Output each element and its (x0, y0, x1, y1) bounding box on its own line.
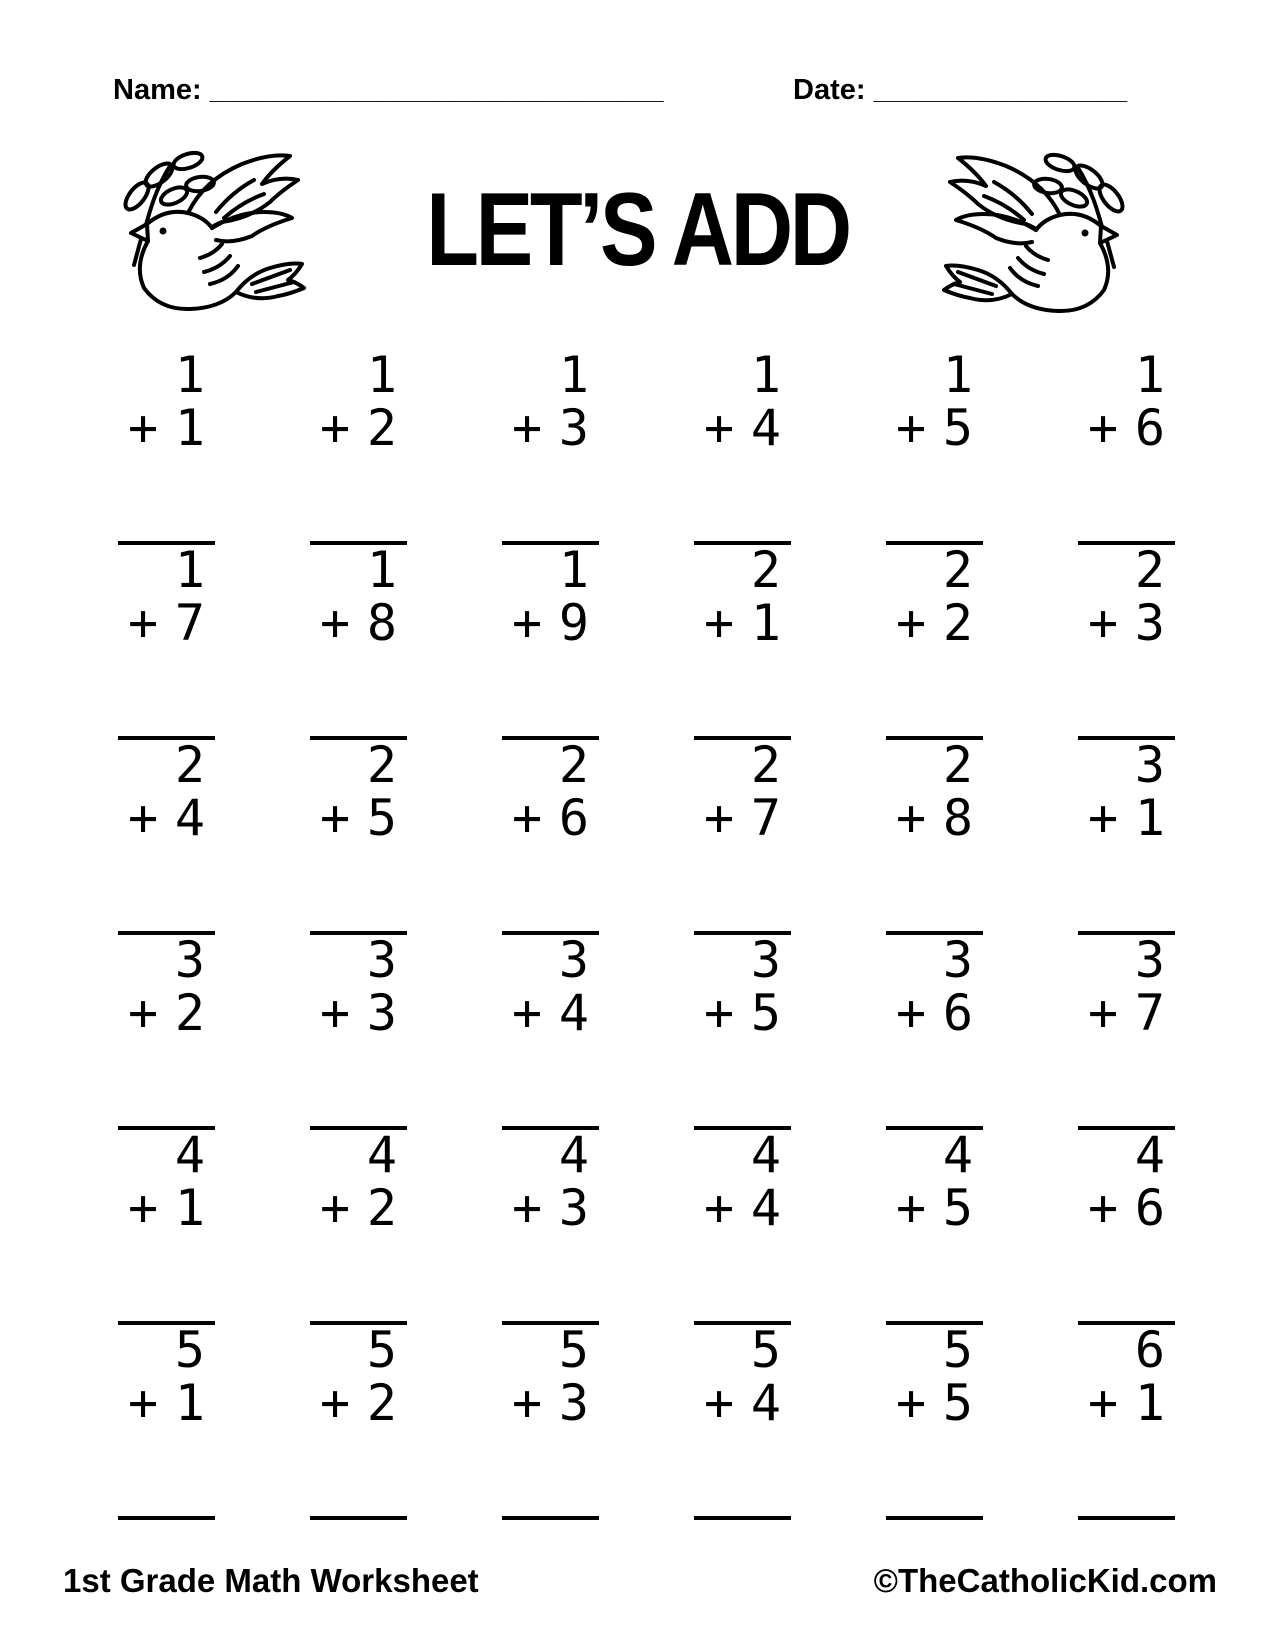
addend-top: 2 (942, 736, 973, 794)
addend-top: 2 (750, 736, 781, 794)
plus-icon: + (512, 1374, 543, 1432)
addition-problem (1078, 1321, 1175, 1520)
addend-bottom: 2 (366, 1179, 397, 1237)
addend-top: 1 (174, 541, 205, 599)
addend-bottom: 3 (1134, 594, 1165, 652)
addition-problem (694, 1126, 791, 1325)
addition-problem (694, 346, 791, 545)
addend-top: 4 (558, 1126, 589, 1184)
addend-top: 2 (1134, 541, 1165, 599)
plus-icon: + (128, 1374, 159, 1432)
plus-icon: + (704, 1374, 735, 1432)
addend-bottom: 6 (1134, 399, 1165, 457)
date-field (793, 74, 1127, 107)
addition-problem (118, 541, 215, 740)
addition-problem (310, 346, 407, 545)
plus-icon: + (128, 984, 159, 1042)
footer-worksheet-label: 1st Grade Math Worksheet (63, 1562, 479, 1599)
addend-top: 5 (942, 1321, 973, 1379)
addition-problem (886, 541, 983, 740)
addition-problem (886, 931, 983, 1130)
addition-problem (694, 541, 791, 740)
plus-icon: + (128, 399, 159, 457)
addend-bottom: 5 (942, 399, 973, 457)
addend-top: 5 (174, 1321, 205, 1379)
addend-bottom: 1 (174, 1374, 205, 1432)
addend-bottom: 3 (558, 1374, 589, 1432)
addition-problem (118, 1321, 215, 1520)
addend-bottom: 4 (750, 399, 781, 457)
addend-top: 3 (558, 931, 589, 989)
addend-bottom: 1 (174, 399, 205, 457)
footer-copyright: ©TheCatholicKid.com (873, 1562, 1217, 1599)
addition-problem (886, 736, 983, 935)
plus-icon: + (896, 1179, 927, 1237)
addend-bottom: 7 (1134, 984, 1165, 1042)
addend-top: 3 (174, 931, 205, 989)
plus-icon: + (896, 789, 927, 847)
plus-icon: + (704, 399, 735, 457)
addend-top: 1 (558, 346, 589, 404)
addend-top: 5 (558, 1321, 589, 1379)
addition-problem (502, 1126, 599, 1325)
addition-problem (886, 1126, 983, 1325)
addend-bottom: 5 (942, 1179, 973, 1237)
addend-bottom: 1 (174, 1179, 205, 1237)
addend-bottom: 4 (750, 1374, 781, 1432)
plus-icon: + (896, 984, 927, 1042)
addend-top: 2 (174, 736, 205, 794)
addition-problem (502, 931, 599, 1130)
plus-icon: + (1088, 1179, 1119, 1237)
plus-icon: + (320, 594, 351, 652)
addend-bottom: 2 (366, 1374, 397, 1432)
addend-top: 2 (366, 736, 397, 794)
plus-icon: + (128, 789, 159, 847)
addition-problem (502, 541, 599, 740)
addend-bottom: 4 (174, 789, 205, 847)
name-label: Name: (113, 74, 202, 106)
plus-icon: + (320, 399, 351, 457)
addend-bottom: 2 (942, 594, 973, 652)
addend-bottom: 5 (366, 789, 397, 847)
addend-top: 1 (750, 346, 781, 404)
plus-icon: + (512, 399, 543, 457)
page-title: LET’S ADD (426, 172, 849, 288)
problems-grid (118, 346, 1270, 1520)
addend-bottom: 6 (558, 789, 589, 847)
addend-top: 1 (366, 346, 397, 404)
plus-icon: + (512, 984, 543, 1042)
addend-top: 4 (1134, 1126, 1165, 1184)
addend-bottom: 3 (558, 399, 589, 457)
addend-top: 1 (558, 541, 589, 599)
addition-problem (694, 1321, 791, 1520)
addend-top: 6 (1134, 1321, 1165, 1379)
plus-icon: + (704, 1179, 735, 1237)
plus-icon: + (704, 594, 735, 652)
footer (63, 1562, 1217, 1600)
addend-bottom: 3 (558, 1179, 589, 1237)
addend-top: 2 (558, 736, 589, 794)
addend-top: 3 (366, 931, 397, 989)
plus-icon: + (1088, 1374, 1119, 1432)
name-blank-line: __________________________________ (209, 78, 664, 105)
addend-top: 4 (750, 1126, 781, 1184)
addend-top: 3 (1134, 736, 1165, 794)
addition-problem (118, 736, 215, 935)
addend-bottom: 5 (942, 1374, 973, 1432)
addend-top: 5 (750, 1321, 781, 1379)
addition-problem (310, 541, 407, 740)
addend-bottom: 4 (750, 1179, 781, 1237)
addend-top: 4 (942, 1126, 973, 1184)
plus-icon: + (320, 1179, 351, 1237)
addend-top: 1 (366, 541, 397, 599)
addend-top: 5 (366, 1321, 397, 1379)
addition-problem (1078, 346, 1175, 545)
addend-bottom: 2 (366, 399, 397, 457)
plus-icon: + (896, 1374, 927, 1432)
addition-problem (1078, 541, 1175, 740)
plus-icon: + (1088, 594, 1119, 652)
addend-top: 1 (174, 346, 205, 404)
addition-problem (118, 1126, 215, 1325)
plus-icon: + (1088, 984, 1119, 1042)
addend-top: 3 (750, 931, 781, 989)
plus-icon: + (128, 594, 159, 652)
addition-problem (694, 931, 791, 1130)
addend-top: 2 (750, 541, 781, 599)
addend-top: 3 (942, 931, 973, 989)
plus-icon: + (320, 1374, 351, 1432)
addend-bottom: 7 (174, 594, 205, 652)
plus-icon: + (128, 1179, 159, 1237)
addend-bottom: 9 (558, 594, 589, 652)
addend-bottom: 6 (942, 984, 973, 1042)
addend-top: 1 (942, 346, 973, 404)
plus-icon: + (704, 789, 735, 847)
addend-top: 3 (1134, 931, 1165, 989)
addition-problem (1078, 1126, 1175, 1325)
addend-top: 4 (366, 1126, 397, 1184)
addend-bottom: 2 (174, 984, 205, 1042)
plus-icon: + (1088, 789, 1119, 847)
addend-bottom: 3 (366, 984, 397, 1042)
addend-bottom: 7 (750, 789, 781, 847)
plus-icon: + (896, 399, 927, 457)
name-field (113, 74, 663, 107)
addition-problem (694, 736, 791, 935)
date-label: Date: (793, 74, 866, 106)
addend-bottom: 1 (1134, 789, 1165, 847)
addend-bottom: 5 (750, 984, 781, 1042)
plus-icon: + (320, 984, 351, 1042)
plus-icon: + (704, 984, 735, 1042)
addition-problem (1078, 931, 1175, 1130)
addition-problem (310, 1321, 407, 1520)
addition-problem (310, 1126, 407, 1325)
addition-problem (502, 1321, 599, 1520)
addition-problem (310, 736, 407, 935)
addition-problem (886, 1321, 983, 1520)
plus-icon: + (896, 594, 927, 652)
addend-top: 1 (1134, 346, 1165, 404)
addition-problem (502, 346, 599, 545)
addition-problem (118, 931, 215, 1130)
plus-icon: + (512, 1179, 543, 1237)
addition-problem (310, 931, 407, 1130)
date-blank-line: ___________________ (873, 78, 1128, 105)
addend-bottom: 6 (1134, 1179, 1165, 1237)
plus-icon: + (320, 789, 351, 847)
plus-icon: + (512, 789, 543, 847)
plus-icon: + (1088, 399, 1119, 457)
addend-bottom: 8 (366, 594, 397, 652)
addend-top: 2 (942, 541, 973, 599)
addend-bottom: 1 (1134, 1374, 1165, 1432)
addition-problem (1078, 736, 1175, 935)
addend-top: 4 (174, 1126, 205, 1184)
plus-icon: + (512, 594, 543, 652)
addend-bottom: 1 (750, 594, 781, 652)
addend-bottom: 8 (942, 789, 973, 847)
addition-problem (886, 346, 983, 545)
addend-bottom: 4 (558, 984, 589, 1042)
addition-problem (118, 346, 215, 545)
addition-problem (502, 736, 599, 935)
